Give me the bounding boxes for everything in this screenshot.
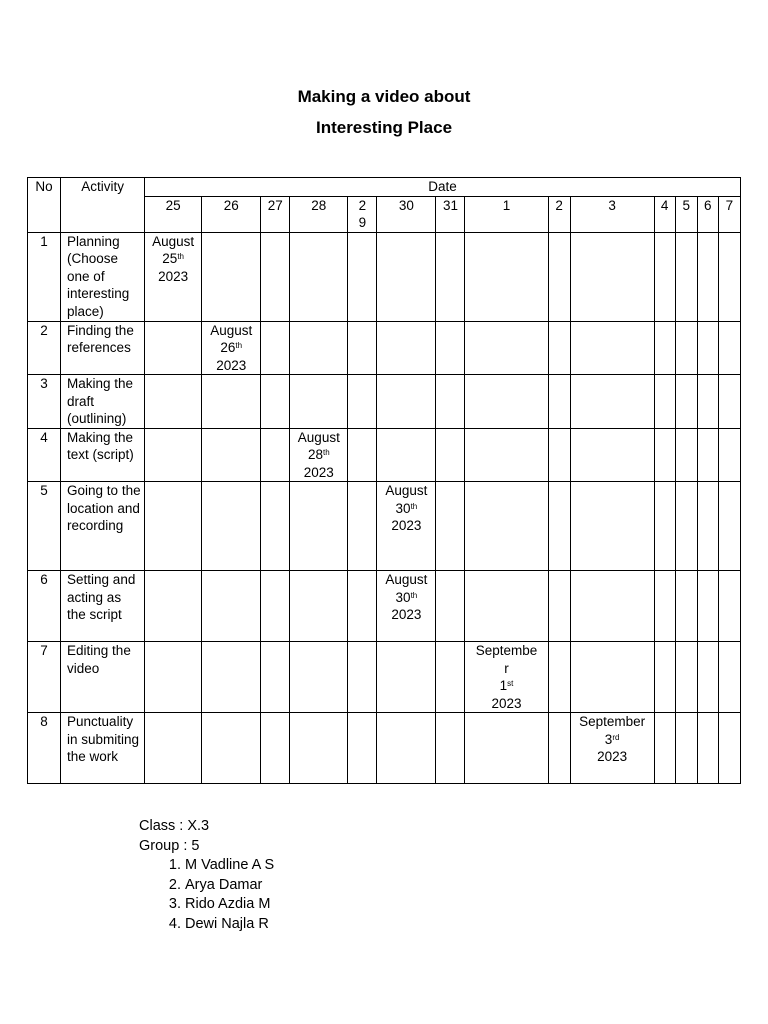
day-header: 2 [548, 196, 570, 232]
scheduled-day [293, 446, 344, 464]
scheduled-year: 2023 [158, 268, 189, 284]
date-cell [718, 321, 740, 375]
date-cell [654, 428, 675, 482]
scheduled-day-number: 1 [499, 678, 508, 693]
date-cell [718, 428, 740, 482]
date-cell [261, 713, 290, 784]
scheduled-year: 2023 [391, 607, 422, 622]
date-cell [290, 482, 348, 571]
date-cell [261, 428, 290, 482]
date-cell [675, 642, 697, 713]
date-cell [697, 482, 718, 571]
day-header: 30 [377, 196, 436, 232]
date-cell [290, 642, 348, 713]
scheduled-year: 2023 [391, 518, 422, 533]
date-cell [654, 375, 675, 429]
date-cell [675, 482, 697, 571]
date-cell [290, 232, 348, 321]
day-header: 26 [202, 196, 261, 232]
date-cell [654, 232, 675, 321]
date-cell [548, 642, 570, 713]
date-cell [548, 428, 570, 482]
class-line: Class : X.3 [139, 818, 210, 834]
table-row [28, 232, 741, 321]
date-cell [675, 232, 697, 321]
scheduled-year: 2023 [303, 464, 334, 480]
date-cell [202, 375, 261, 429]
date-cell [548, 375, 570, 429]
col-header-no: No [28, 178, 61, 233]
date-cell [654, 482, 675, 571]
table-row [28, 642, 741, 713]
date-cell [465, 482, 548, 571]
scheduled-day-number: 25 [162, 251, 178, 266]
date-cell [465, 232, 548, 321]
table-row [28, 321, 741, 375]
date-cell [697, 321, 718, 375]
date-cell [675, 571, 697, 642]
day-header: 7 [718, 196, 740, 232]
day-header: 25 [145, 196, 202, 232]
date-cell [290, 428, 348, 482]
date-cell [202, 428, 261, 482]
col-header-activity: Activity [61, 178, 145, 233]
date-cell [202, 642, 261, 713]
row-number: 8 [28, 713, 61, 784]
row-number: 6 [28, 571, 61, 642]
date-cell [654, 571, 675, 642]
date-cell [145, 232, 202, 321]
date-cell [548, 321, 570, 375]
date-cell [202, 321, 261, 375]
document-title-line2: Interesting Place [315, 118, 453, 137]
scheduled-day [380, 589, 432, 607]
scheduled-day-number: 30 [395, 589, 411, 605]
date-cell [261, 642, 290, 713]
date-cell [348, 482, 377, 571]
scheduled-day-number: 28 [307, 447, 323, 462]
row-number: 4 [28, 428, 61, 482]
date-cell [548, 571, 570, 642]
table-row [28, 482, 741, 571]
scheduled-month: August [385, 483, 428, 498]
date-cell [377, 571, 436, 642]
scheduled-year: 2023 [597, 749, 628, 764]
date-cell [261, 232, 290, 321]
scheduled-day-number: 30 [395, 500, 411, 516]
day-header: 1 [465, 196, 548, 232]
activity-cell: Setting and acting as the script [61, 571, 145, 642]
date-cell [570, 713, 654, 784]
ordinal-suffix: th [322, 448, 330, 457]
ordinal-suffix: rd [612, 732, 620, 742]
date-cell [377, 321, 436, 375]
date-cell [548, 482, 570, 571]
day-header: 31 [436, 196, 465, 232]
date-cell [377, 642, 436, 713]
date-cell [348, 321, 377, 375]
date-cell [377, 428, 436, 482]
date-cell [290, 321, 348, 375]
date-cell [261, 375, 290, 429]
date-cell [436, 232, 465, 321]
table-row [28, 571, 741, 642]
date-cell [654, 321, 675, 375]
date-cell [348, 375, 377, 429]
date-cell [718, 232, 740, 321]
date-cell [436, 571, 465, 642]
date-cell [436, 321, 465, 375]
date-cell [465, 571, 548, 642]
group-info [139, 817, 274, 934]
date-cell [654, 642, 675, 713]
date-cell [570, 571, 654, 642]
date-cell [261, 571, 290, 642]
row-number: 1 [28, 232, 61, 321]
scheduled-month: August [297, 429, 340, 445]
date-cell [377, 375, 436, 429]
day-header: 5 [675, 196, 697, 232]
date-cell [718, 482, 740, 571]
date-cell [348, 232, 377, 321]
day-header: 27 [261, 196, 290, 232]
activity-cell: Editing the video [61, 642, 145, 713]
date-cell [465, 321, 548, 375]
date-cell [697, 571, 718, 642]
date-cell [145, 482, 202, 571]
table-row [28, 375, 741, 429]
scheduled-month: August [385, 572, 428, 587]
ordinal-suffix: th [410, 501, 418, 511]
scheduled-day [574, 731, 651, 749]
day-header: 28 [290, 196, 348, 232]
date-cell [145, 713, 202, 784]
activity-cell: Punctuality in submiting the work [61, 713, 145, 784]
date-cell [718, 642, 740, 713]
row-number: 3 [28, 375, 61, 429]
date-cell [570, 232, 654, 321]
date-cell [570, 375, 654, 429]
date-cell [654, 713, 675, 784]
date-cell [436, 642, 465, 713]
date-cell [261, 321, 290, 375]
date-cell [548, 232, 570, 321]
scheduled-month: September [579, 714, 646, 729]
date-cell [570, 482, 654, 571]
activity-cell: Finding the references [61, 321, 145, 375]
member-item: 1. M Vadline A S [185, 856, 274, 876]
date-cell [145, 321, 202, 375]
date-cell [675, 321, 697, 375]
member-item: 4. Dewi Najla R [185, 915, 274, 935]
day-header: 6 [697, 196, 718, 232]
scheduled-month: Septembe r [475, 643, 538, 676]
day-header: 4 [654, 196, 675, 232]
date-cell [718, 375, 740, 429]
ordinal-suffix: th [177, 252, 184, 261]
activity-cell: Making the draft (outlining) [61, 375, 145, 429]
schedule-table [27, 177, 741, 784]
activity-cell: Planning (Choose one of interesting place) [61, 232, 145, 321]
date-cell [145, 642, 202, 713]
scheduled-month: August [210, 322, 253, 338]
date-cell [570, 428, 654, 482]
row-number: 5 [28, 482, 61, 571]
date-cell [290, 571, 348, 642]
ordinal-suffix: th [410, 590, 418, 600]
date-cell [697, 375, 718, 429]
date-cell [348, 428, 377, 482]
scheduled-day [148, 250, 198, 268]
schedule-body [28, 232, 741, 784]
group-line: Group : 5 [139, 837, 200, 854]
date-cell [436, 713, 465, 784]
col-header-date: Date [145, 178, 741, 197]
date-cell [145, 375, 202, 429]
date-cell [290, 713, 348, 784]
day-header: 2 9 [348, 196, 377, 232]
date-cell [348, 713, 377, 784]
date-cell [697, 232, 718, 321]
date-cell [377, 232, 436, 321]
row-number: 2 [28, 321, 61, 375]
date-cell [465, 713, 548, 784]
row-number: 7 [28, 642, 61, 713]
date-cell [718, 713, 740, 784]
ordinal-suffix: th [235, 341, 243, 350]
date-cell [436, 482, 465, 571]
date-cell [261, 482, 290, 571]
date-cell [718, 571, 740, 642]
scheduled-day [205, 339, 257, 357]
activity-cell: Making the text (script) [61, 428, 145, 482]
ordinal-suffix: st [507, 679, 514, 688]
date-cell [436, 428, 465, 482]
member-item: 2. Arya Damar [185, 876, 274, 896]
member-list [139, 856, 274, 934]
date-cell [465, 428, 548, 482]
date-cell [570, 321, 654, 375]
header-row [28, 178, 741, 197]
date-cell [675, 713, 697, 784]
scheduled-day [380, 500, 432, 518]
date-cell [548, 713, 570, 784]
date-cell [202, 713, 261, 784]
table-row [28, 713, 741, 784]
date-cell [697, 713, 718, 784]
date-cell [697, 428, 718, 482]
date-cell [145, 571, 202, 642]
scheduled-year: 2023 [491, 695, 522, 711]
date-cell [202, 571, 261, 642]
activity-cell: Going to the location and recording [61, 482, 145, 571]
date-cell [202, 482, 261, 571]
date-cell [675, 375, 697, 429]
date-cell [348, 642, 377, 713]
date-cell [348, 571, 377, 642]
date-cell [145, 428, 202, 482]
scheduled-day [468, 677, 544, 695]
scheduled-month: August [152, 233, 195, 249]
document-title-line1: Making a video about [297, 87, 471, 106]
table-row [28, 428, 741, 482]
date-cell [290, 375, 348, 429]
scheduled-year: 2023 [216, 357, 247, 373]
scheduled-day-number: 26 [220, 340, 236, 355]
date-cell [465, 375, 548, 429]
date-cell [377, 482, 436, 571]
member-item: 3. Rido Azdia M [185, 895, 274, 915]
date-cell [202, 232, 261, 321]
scheduled-day-number: 3 [604, 731, 613, 747]
date-cell [570, 642, 654, 713]
date-cell [436, 375, 465, 429]
date-cell [377, 713, 436, 784]
day-header: 3 [570, 196, 654, 232]
date-cell [465, 642, 548, 713]
date-cell [697, 642, 718, 713]
date-cell [675, 428, 697, 482]
